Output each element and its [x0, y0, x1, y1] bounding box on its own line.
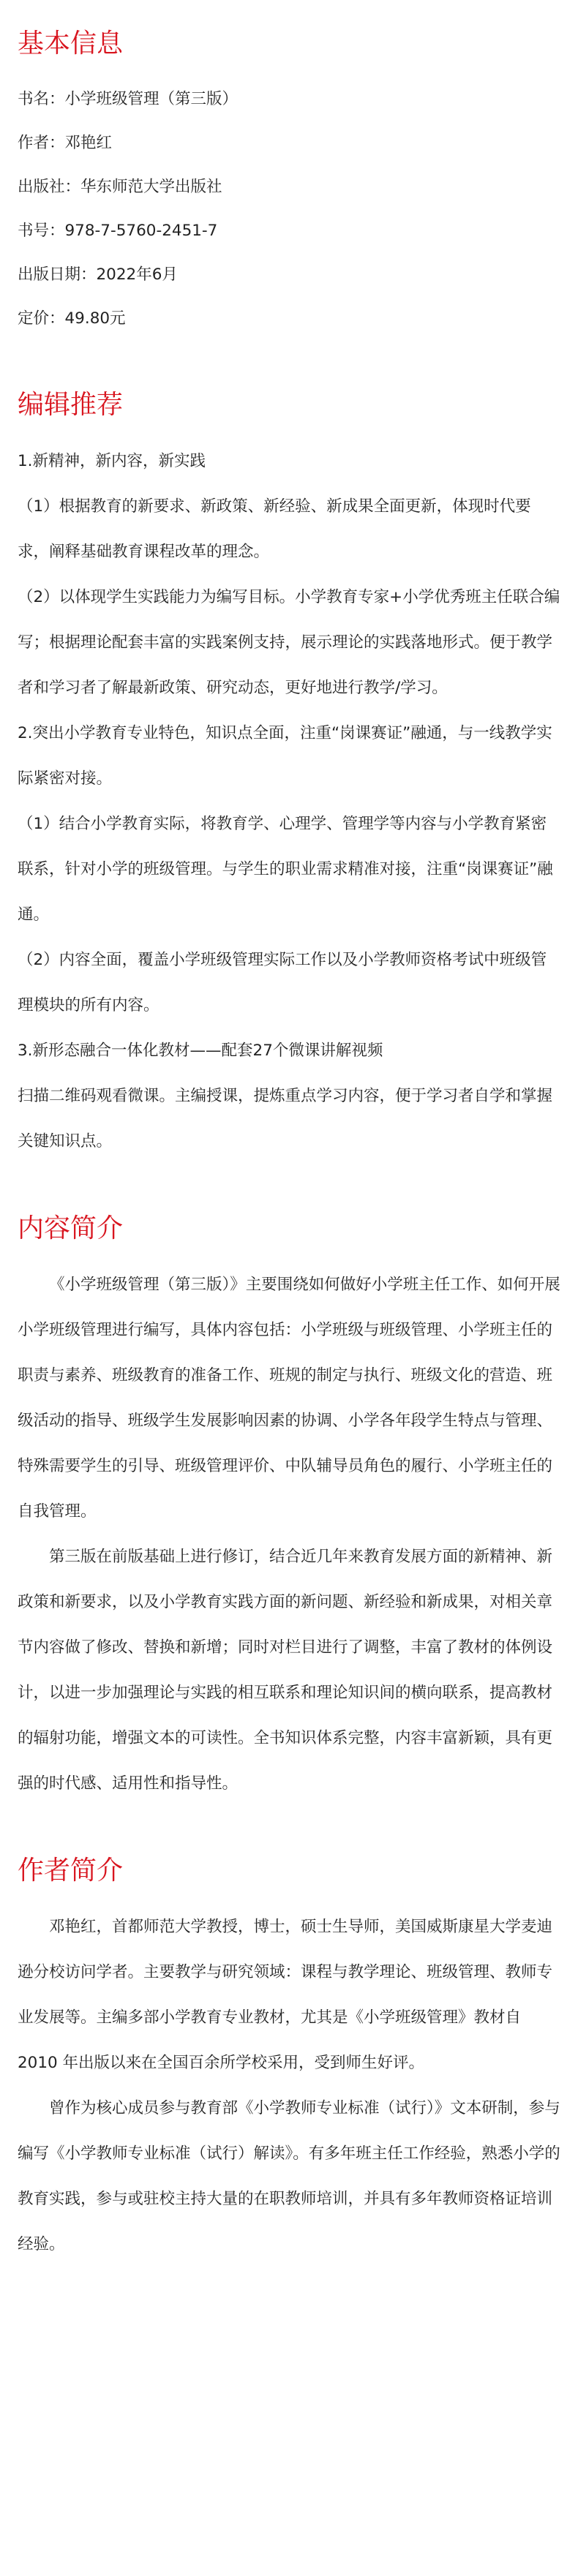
recommendation-point-1-1: （1）根据教育的新要求、新政策、新经验、新成果全面更新，体现时代要求，阐释基础教育课程改革的理念。 — [18, 497, 531, 561]
recommendation-point-2: 2.突出小学教育专业特色，知识点全面，注重“岗课赛证”融通，与一线教学实际紧密对接。 — [18, 724, 552, 788]
publish-date-line: 出版日期：2022年6月 — [18, 265, 178, 284]
author-intro-section — [18, 1853, 560, 2267]
basic-info-section — [18, 26, 560, 341]
publisher-line: 出版社：华东师范大学出版社 — [18, 178, 222, 196]
author-intro-title: 作者简介 — [18, 1856, 124, 1886]
editor-recommendation-section — [18, 388, 560, 1164]
section-spacer — [18, 1164, 560, 1211]
editor-recommendation-title: 编辑推荐 — [18, 390, 124, 420]
content-intro-title: 内容简介 — [18, 1213, 124, 1243]
section-spacer — [18, 341, 560, 388]
content-intro-section — [18, 1211, 560, 1807]
price-line: 定价：49.80元 — [18, 309, 126, 328]
author-line: 作者：邓艳红 — [18, 134, 113, 152]
recommendation-point-2-1: （1）结合小学教育实际，将教育学、心理学、管理学等内容与小学教育紧密联系，针对小学的班级管理。与学生的职业需求精准对接，注重“岗课赛证”融通。 — [18, 815, 553, 924]
basic-info-title: 基本信息 — [18, 29, 124, 59]
content-intro-paragraph-2: 第三版在前版基础上进行修订，结合近几年来教育发展方面的新精神、新政策和新要求，以及小学教育实践方面的新问题、新经验和新成果，对相关章节内容做了修改、替换和新增；同时对栏目进行了调整，丰富了教材的体例设计，以进一步加强理论与实践的相互联系和理论知识间的横向联系，提高教材的辐射功能，增强文本的可读性。全书知识体系完整，内容丰富新颖，具有更强的时代感、适用性和指导性。 — [18, 1548, 553, 1793]
recommendation-point-3-detail: 扫描二维码观看微课。主编授课，提炼重点学习内容，便于学习者自学和掌握关键知识点。 — [18, 1087, 553, 1150]
recommendation-point-1-2: （2）以体现学生实践能力为编写目标。小学教育专家+小学优秀班主任联合编写；根据理论配套丰富的实践案例支持，展示理论的实践落地形式。便于教学者和学习者了解最新政策、研究动态，更好地进行教学/学习。 — [18, 588, 560, 697]
author-intro-paragraph-2: 曾作为核心成员参与教育部《小学教师专业标准（试行）》文本研制，参与编写《小学教师专业标准（试行）解读》。有多年班主任工作经验，熟悉小学的教育实践，参与或驻校主持大量的在职教师培训，并具有多年教师资格证培训经验。 — [18, 2099, 560, 2253]
recommendation-point-2-2: （2）内容全面，覆盖小学班级管理实际工作以及小学教师资格考试中班级管理模块的所有内容。 — [18, 951, 547, 1014]
author-intro-paragraph-1: 邓艳红，首都师范大学教授，博士，硕士生导师，美国威斯康星大学麦迪逊分校访问学者。主要教学与研究领域：课程与教学理论、班级管理、教师专业发展等。主编多部小学教育专业教材，尤其是《小学班级管理》教材自 2010 年出版以来在全国百余所学校采用，受到师生好评。 — [18, 1918, 553, 2072]
recommendation-point-1: 1.新精神，新内容，新实践 — [18, 452, 206, 470]
recommendation-point-3: 3.新形态融合一体化教材——配套27个微课讲解视频 — [18, 1042, 383, 1060]
isbn-line: 书号：978-7-5760-2451-7 — [18, 222, 218, 240]
content-intro-paragraph-1: 《小学班级管理（第三版）》主要围绕如何做好小学班主任工作、如何开展小学班级管理进行编写，具体内容包括：小学班级与班级管理、小学班主任的职责与素养、班级教育的准备工作、班规的制定与执行、班级文化的营造、班级活动的指导、班级学生发展影响因素的协调、小学各年段学生特点与管理、特殊需要学生的引导、班级管理评价、中队辅导员角色的履行、小学班主任的自我管理。 — [18, 1276, 560, 1521]
section-spacer — [18, 1807, 560, 1853]
book-name-line: 书名：小学班级管理（第三版） — [18, 90, 239, 108]
